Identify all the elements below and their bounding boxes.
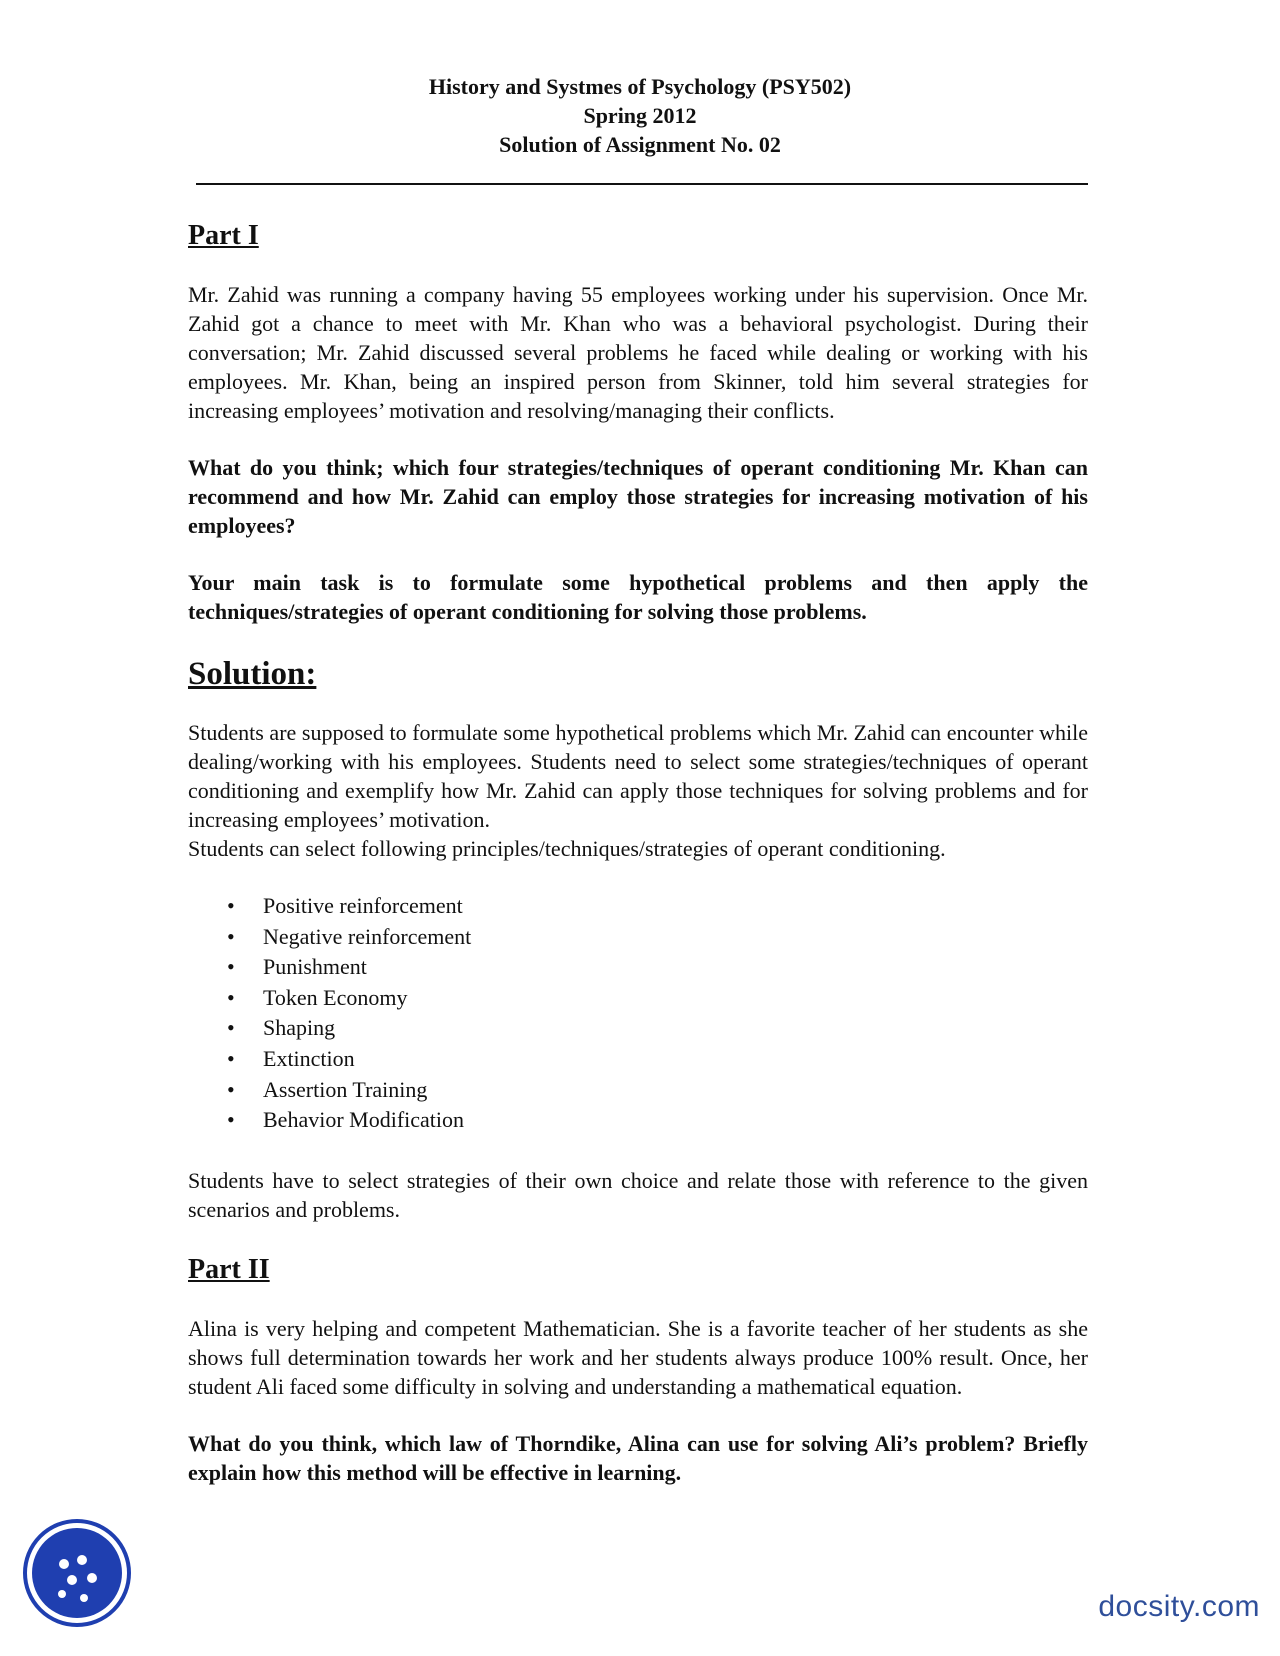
part-1-heading: Part I <box>188 220 259 251</box>
bullet-icon: • <box>227 954 235 980</box>
document-header <box>0 72 1280 159</box>
list-item <box>188 1044 1088 1075</box>
list-item-label: Token Economy <box>263 984 408 1010</box>
list-item-label: Shaping <box>263 1015 336 1041</box>
bullet-icon: • <box>227 1015 235 1041</box>
solution-heading: Solution: <box>188 656 317 692</box>
part-2-question: What do you think, which law of Thorndike, Alina can use for solving Ali’s problem? Briefly explain how this method will be effective in learning. <box>188 1430 1088 1485</box>
docsity-logo-svg <box>22 1518 132 1628</box>
bullet-icon: • <box>227 1107 235 1133</box>
technique-list <box>188 891 1088 1136</box>
docsity-brand-link[interactable]: docsity.com <box>1098 1590 1260 1623</box>
course-title: History and Systmes of Psychology (PSY502) <box>428 74 852 99</box>
list-item-label: Positive reinforcement <box>263 893 463 918</box>
bullet-icon: • <box>227 1076 235 1102</box>
bullet-icon: • <box>227 1045 235 1071</box>
assignment-title: Solution of Assignment No. 02 <box>499 132 781 157</box>
document-body <box>188 218 1088 1515</box>
term: Spring 2012 <box>583 103 697 128</box>
solution-select-line: Students can select following principles/techniques/strategies of operant conditioning. <box>188 836 946 861</box>
solution-intro: Students are supposed to formulate some hypothetical problems which Mr. Zahid can encounter while dealing/working with his employees. Students need to select some strategies/techniques of operant conditioning and exemplify how Mr. Zahid can apply those techniques for solving problems and for increasing employees’ motivation. <box>188 720 1088 832</box>
bullet-icon: • <box>227 923 235 949</box>
part-2-scenario: Alina is very helping and competent Mathematician. She is a favorite teacher of her students as she shows full determination towards her work and her students always produce 100% result. Once, her student Ali faced some difficulty in solving and understanding a mathematical equation. <box>188 1315 1088 1399</box>
list-item-label: Negative reinforcement <box>263 923 472 949</box>
list-item-label: Punishment <box>263 954 367 980</box>
list-item-label: Assertion Training <box>263 1076 428 1102</box>
part-1-question: What do you think; which four strategies/techniques of operant conditioning Mr. Khan can recommend and how Mr. Zahid can employ those strategies for increasing motivation of his employees? <box>188 455 1088 538</box>
list-item <box>188 891 1088 922</box>
list-item <box>188 1105 1088 1136</box>
list-item <box>188 952 1088 983</box>
docsity-logo-icon[interactable] <box>22 1518 132 1628</box>
solution-closing: Students have to select strategies of their own choice and relate those with reference to the given scenarios and problems. <box>188 1167 1088 1222</box>
list-item <box>188 1075 1088 1106</box>
list-item-label: Behavior Modification <box>263 1107 465 1133</box>
list-item-label: Extinction <box>263 1045 355 1071</box>
bullet-icon: • <box>227 893 235 918</box>
header-divider <box>196 183 1088 185</box>
bullet-icon: • <box>227 984 235 1010</box>
list-item <box>188 983 1088 1014</box>
part-2-heading: Part II <box>188 1253 270 1285</box>
list-item <box>188 1013 1088 1044</box>
list-item <box>188 922 1088 953</box>
part-1-scenario: Mr. Zahid was running a company having 55 employees working under his supervision. Once Mr. Zahid got a chance to meet with Mr. Khan who was a behavioral psychologist. During their conversation; Mr. Zahid discussed several problems he faced while dealing or working with his employees. Mr. Khan, being an inspired person from Skinner, told him several strategies for increasing employees’ motivation and resolving/managing their conflicts. <box>188 282 1088 423</box>
part-1-task: Your main task is to formulate some hypothetical problems and then apply the techniques/strategies of operant conditioning for solving those problems. <box>188 570 1088 624</box>
